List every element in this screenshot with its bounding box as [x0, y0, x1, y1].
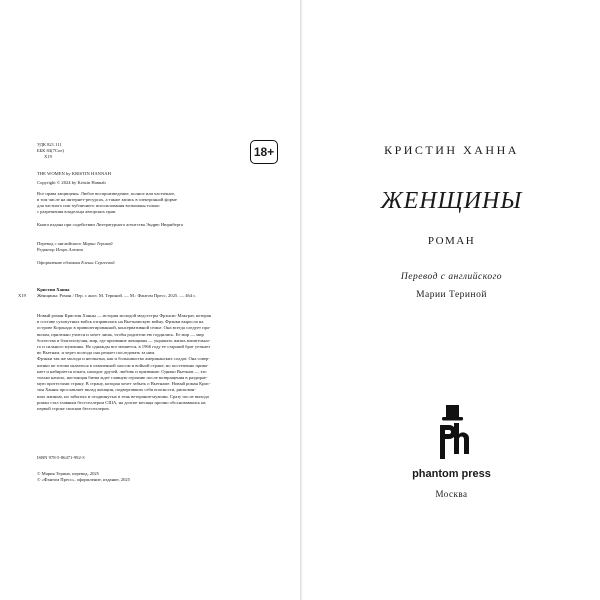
annotation: [37, 313, 285, 412]
annotation-line: шенно не готова оказаться в охваченной хаосом и войной стране, но постепенно прива-: [37, 362, 209, 368]
catalog-record: [37, 287, 285, 299]
cover-prefix: Оформление обложки: [37, 260, 82, 265]
copyright-publisher: © «Фантом Пресс», оформление, издание, 2025: [37, 477, 131, 482]
rights-notice: [37, 191, 285, 215]
annotation-line: го и сильного мужчины. Но однажды все меняется, в 1966 году ее старший брат уезжает: [37, 344, 211, 350]
editor-credit: [37, 247, 285, 253]
agency-text: Книга издана при содействии Литературного агентства Эндрю Нюрнберга: [37, 222, 183, 227]
original-title-block: [37, 171, 285, 186]
original-title: THE WOMEN by KRISTIN HANNAH: [37, 171, 111, 176]
annotation-line: роман стал главным бестселлером США, на долгие месяцы прочно обосновавшись на: [37, 399, 206, 405]
cover-designer-name: Елены Сергеевой: [81, 260, 115, 265]
side-code: Х19: [18, 293, 26, 298]
rights-line: Все права защищены. Любое воспроизведение, полное или частичное,: [37, 191, 176, 196]
agency-note: [37, 222, 285, 228]
annotation-line: богатства и благополучия, мир, где призвание женщины — украшать жизнь влиятельно-: [37, 337, 211, 343]
annotation-line: в составе сухопутных войск отправилась на Вьетнамскую войну. Фрэнки выросла на: [37, 319, 204, 325]
author-mark: Х19: [44, 153, 52, 159]
annotation-line: кает и набирается опыта, находит друзей, любовь и призвание. Однако Вьетнам — это: [37, 368, 207, 374]
genre-label: РОМАН: [427, 235, 476, 247]
isbn: ISBN 978-5-86471-992-3: [37, 455, 85, 460]
title-page: [303, 0, 600, 600]
udk-code: УДК 821.111: [37, 142, 62, 147]
rights-line: для частного или публичного использования возможны только: [37, 203, 160, 208]
annotation-line: только начало, настоящая битва ждет главную героиню после возвращения в раздирае-: [37, 375, 208, 381]
copyright-line: Copyright © 2024 by Kristin Hannah: [37, 180, 106, 185]
annotation-line: Фрэнки так же молода и неопытна, как и большинство американских солдат. Она совер-: [37, 356, 210, 362]
publisher-name: phantom press: [412, 468, 491, 480]
copyright-block: [37, 471, 285, 483]
translation-prefix: Перевод с английского: [37, 241, 83, 246]
classification-codes: [37, 142, 64, 159]
annotation-line: первой строке списков бестселлеров.: [37, 406, 110, 412]
publication-city: Москва: [435, 489, 468, 499]
editor-prefix: Редактор: [37, 247, 56, 252]
isbn-block: [37, 455, 285, 461]
annotation-line: во Вьетнам, и через полгода она решает последовать за ним.: [37, 350, 156, 356]
translator-name: Марии Териной: [416, 290, 487, 300]
catalog-author: Кристин Ханна: [37, 287, 70, 292]
copyright-translation: © Мария Терина, перевод, 2025: [37, 471, 99, 476]
rights-line: с разрешения владельца авторских прав.: [37, 209, 117, 214]
annotation-line: Новый роман Кристин Ханны — история молодой медсестры Фрэнсис Макграт, которая: [37, 313, 211, 318]
catalog-entry: Женщины: Роман / Пер. с англ. М. Териной. — М.: Фантом Пресс, 2025. — 464 с.: [37, 293, 197, 298]
phantom-press-logo-icon: [433, 403, 473, 465]
annotation-line: мую протестами страну. В страну, которая хочет забыть о Вьетнаме. Новый роман Крис-: [37, 381, 211, 387]
translation-label: Перевод с английского: [400, 272, 503, 282]
rights-line: в том числе на интернет-ресурсах, а также запись в электронной форме: [37, 197, 177, 202]
age-rating-badge: 18+: [250, 140, 278, 164]
bbk-code: ББК 84(7Сое): [37, 147, 64, 153]
annotation-line: ших жизнью, но забытых и отодвинутых в тень ветеранов-мужчин. Сразу после выхода: [37, 393, 209, 399]
annotation-line: тин Ханны прославляет вклад женщин, подвергавших себя опасности, рискован-: [37, 387, 196, 393]
credits-block: [37, 241, 285, 266]
translator-name: Марии Териной: [82, 241, 113, 246]
editor-name: Игорь Алюков: [55, 247, 83, 252]
author-name: КРИСТИН ХАННА: [384, 143, 519, 157]
annotation-line: вилам, прилежно учится и хочет лишь, чтобы родители ею гордились. Ее мир — мир: [37, 331, 204, 337]
cover-credit: [37, 260, 285, 266]
annotation-line: острове Коронадо в привилегированной, консервативной семье. Она всегда следует пра-: [37, 325, 211, 331]
book-title: ЖЕНЩИНЫ: [380, 188, 523, 214]
